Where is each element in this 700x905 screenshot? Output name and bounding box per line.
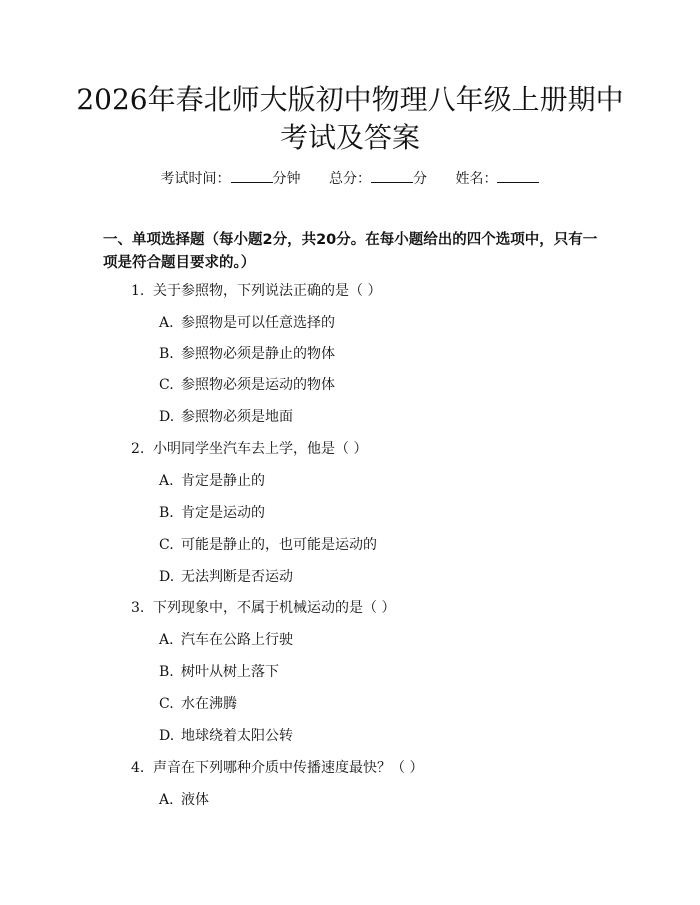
student-name-label: 姓名： [455, 171, 498, 187]
question-2-option-d [159, 567, 293, 587]
question-1-option-a [159, 313, 335, 333]
exam-time-field [161, 168, 301, 189]
option-text: 树叶从树上落下 [181, 664, 279, 680]
student-name-field [455, 168, 539, 189]
question-4 [131, 758, 423, 778]
question-number: 1. [131, 283, 145, 299]
exam-title-line-2: 考试及答案 [279, 121, 420, 154]
total-score-label: 总分： [329, 171, 371, 187]
exam-info-line [0, 168, 700, 189]
exam-time-blank [231, 168, 273, 183]
question-2-option-b [159, 503, 265, 523]
question-number: 4. [131, 760, 145, 776]
option-letter: D. [159, 569, 175, 585]
question-text: 声音在下列哪种介质中传播速度最快？（ ） [153, 760, 424, 776]
total-score-field [329, 168, 427, 189]
question-1-option-c [159, 375, 335, 395]
option-letter: D. [159, 409, 175, 425]
option-text: 参照物是可以任意选择的 [181, 315, 335, 331]
student-name-blank [497, 168, 539, 183]
option-letter: A. [159, 473, 174, 489]
option-text: 肯定是运动的 [181, 505, 265, 521]
question-3-option-b [159, 662, 279, 682]
option-text: 水在沸腾 [181, 696, 237, 712]
question-3-option-a [159, 630, 293, 650]
question-text: 下列现象中，不属于机械运动的是（ ） [153, 600, 396, 616]
option-letter: B. [159, 346, 174, 362]
question-2-option-c [159, 535, 377, 555]
question-text: 小明同学坐汽车去上学，他是（ ） [153, 441, 368, 457]
question-number: 2. [131, 441, 145, 457]
option-text: 可能是静止的，也可能是运动的 [181, 537, 377, 553]
option-letter: C. [159, 696, 174, 712]
question-1-option-d [159, 407, 293, 427]
option-text: 参照物必须是运动的物体 [181, 377, 335, 393]
option-text: 无法判断是否运动 [181, 569, 293, 585]
option-letter: A. [159, 315, 174, 331]
question-number: 3. [131, 600, 145, 616]
total-score-unit: 分 [413, 171, 427, 187]
option-text: 液体 [181, 792, 209, 808]
option-letter: C. [159, 537, 174, 553]
option-text: 参照物必须是静止的物体 [181, 346, 335, 362]
option-letter: B. [159, 505, 174, 521]
exam-time-label: 考试时间： [160, 171, 231, 187]
total-score-blank [371, 168, 413, 183]
question-1 [131, 281, 381, 301]
question-2 [131, 439, 367, 459]
option-text: 汽车在公路上行驶 [181, 632, 293, 648]
option-letter: A. [159, 632, 174, 648]
option-text: 肯定是静止的 [181, 473, 265, 489]
option-letter: A. [159, 792, 174, 808]
option-letter: C. [159, 377, 174, 393]
question-3-option-c [159, 694, 237, 714]
question-text: 关于参照物，下列说法正确的是（ ） [153, 283, 382, 299]
question-4-option-a [159, 790, 209, 810]
question-2-option-a [159, 471, 265, 491]
option-letter: B. [159, 664, 174, 680]
question-3-option-d [159, 726, 293, 746]
exam-time-unit: 分钟 [272, 171, 301, 187]
option-letter: D. [159, 728, 175, 744]
option-text: 参照物必须是地面 [181, 409, 293, 425]
exam-title-line-1: 2026年春北师大版初中物理八年级上册期中 [76, 83, 624, 116]
option-text: 地球绕着太阳公转 [181, 728, 293, 744]
question-3 [131, 598, 395, 618]
question-1-option-b [159, 344, 335, 364]
section-heading-single-choice: 一、单项选择题（每小题2分，共20分。在每小题给出的四个选项中，只有一项是符合题目要求的。） [103, 232, 598, 271]
